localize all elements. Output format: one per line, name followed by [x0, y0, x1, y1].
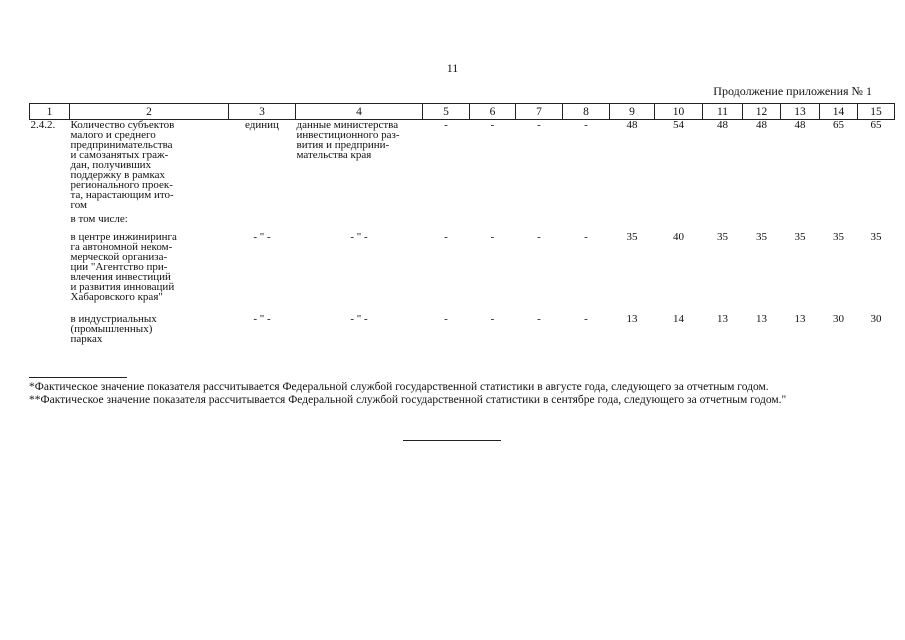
text-line: вития и предприни-: [296, 139, 390, 151]
text-line: и самозанятых граж-: [70, 149, 169, 161]
end-divider: [403, 440, 501, 441]
value-cell: 35: [756, 231, 767, 243]
footnote: *Фактическое значение показателя рассчитывается Федеральной службой государственной статистики в августе года, следующего за отчетным годом.: [29, 381, 769, 393]
table-row: [30, 302, 895, 344]
source-cell: - " -: [350, 231, 368, 243]
col-header: 2: [70, 104, 229, 120]
value-cell: -: [490, 231, 495, 243]
col-header: 5: [423, 104, 470, 120]
footnotes: [29, 381, 786, 407]
source-cell: - " -: [350, 313, 368, 325]
value-cell: -: [444, 119, 448, 131]
col-header: 13: [781, 104, 820, 120]
text-line: (промышленных): [70, 323, 153, 335]
col-header: 15: [858, 104, 895, 120]
text-line: га автономной неком-: [70, 241, 173, 253]
text-line: гом: [70, 199, 87, 211]
value-cell: -: [537, 119, 541, 131]
value-cell: 13: [794, 313, 806, 325]
text-line: и развития инноваций: [70, 281, 175, 293]
text-line: регионального проек-: [70, 179, 173, 191]
value-cell: 30: [870, 313, 882, 325]
col-header: 4: [296, 104, 423, 120]
value-cell: 40: [673, 231, 684, 243]
text-line: дан, получивших: [70, 159, 152, 171]
text-line: влечения инвестиций: [70, 271, 171, 283]
value-cell: -: [444, 313, 448, 325]
source-cell: [296, 120, 423, 211]
text-line: данные министерства: [296, 119, 399, 131]
value-cell: 65: [870, 119, 882, 131]
text-line: ции "Агентство при-: [70, 261, 168, 273]
table-row: [30, 120, 895, 211]
value-cell: 35: [870, 231, 882, 243]
value-cell: -: [584, 231, 588, 243]
col-header: 10: [655, 104, 703, 120]
value-cell: 48: [626, 119, 638, 131]
text-line: парках: [70, 333, 103, 345]
value-cell: 30: [833, 313, 844, 325]
unit-cell: - " -: [253, 313, 271, 325]
col-header: 9: [610, 104, 655, 120]
value-cell: -: [490, 313, 495, 325]
footnote-divider: [29, 377, 127, 378]
col-header: 11: [703, 104, 743, 120]
value-cell: -: [537, 231, 541, 243]
table-row: [30, 232, 895, 302]
value-cell: 35: [794, 231, 806, 243]
value-cell: 35: [626, 231, 638, 243]
value-cell: 48: [756, 119, 767, 131]
value-cell: 13: [717, 313, 728, 325]
value-cell: 65: [833, 119, 844, 131]
indicator-cell: [70, 302, 229, 344]
value-cell: 13: [626, 313, 638, 325]
value-cell: 13: [756, 313, 767, 325]
text-line: инвестиционного раз-: [296, 129, 400, 141]
col-header: 6: [470, 104, 516, 120]
page-number: 11: [446, 61, 459, 75]
subheading-row: [30, 210, 895, 232]
footnote: **Фактическое значение показателя рассчитывается Федеральной службой государственной статистики в сентябре года, следующего за отчетным годом.": [29, 394, 787, 406]
col-header: 3: [229, 104, 296, 120]
value-cell: 48: [717, 119, 728, 131]
text-line: предпринимательства: [70, 139, 173, 151]
indicator-cell: [70, 232, 229, 302]
value-cell: -: [584, 313, 588, 325]
unit-cell: единиц: [245, 119, 279, 131]
value-cell: -: [537, 313, 541, 325]
col-header: 8: [563, 104, 610, 120]
indicator-table: [29, 103, 895, 344]
text-line: в центре инжиниринга: [70, 231, 177, 243]
text-line: поддержку в рамках: [70, 169, 166, 181]
text-line: мательства края: [296, 149, 372, 161]
continuation-label: Продолжение приложения № 1: [713, 84, 872, 98]
text-line: та, нарастающим ито-: [70, 189, 174, 201]
value-cell: -: [584, 119, 588, 131]
value-cell: 54: [673, 119, 684, 131]
text-line: малого и среднего: [70, 129, 156, 141]
col-header: 7: [516, 104, 563, 120]
text-line: мерческой организа-: [70, 251, 168, 263]
value-cell: 35: [717, 231, 728, 243]
value-cell: 35: [833, 231, 844, 243]
value-cell: 14: [673, 313, 684, 325]
indicator-cell: [70, 120, 229, 211]
value-cell: -: [444, 231, 448, 243]
header-row: [30, 104, 895, 120]
text-line: Количество субъектов: [70, 119, 175, 131]
text-line: Хабаровского края": [70, 291, 163, 303]
col-header: 1: [30, 104, 70, 120]
col-header: 12: [743, 104, 781, 120]
col-header: 14: [820, 104, 858, 120]
text-line: в индустриальных: [70, 313, 157, 325]
row-code: 2.4.2.: [30, 119, 56, 131]
value-cell: 48: [794, 119, 806, 131]
subheading: в том числе:: [70, 213, 128, 225]
value-cell: -: [490, 119, 495, 131]
unit-cell: - " -: [253, 231, 271, 243]
